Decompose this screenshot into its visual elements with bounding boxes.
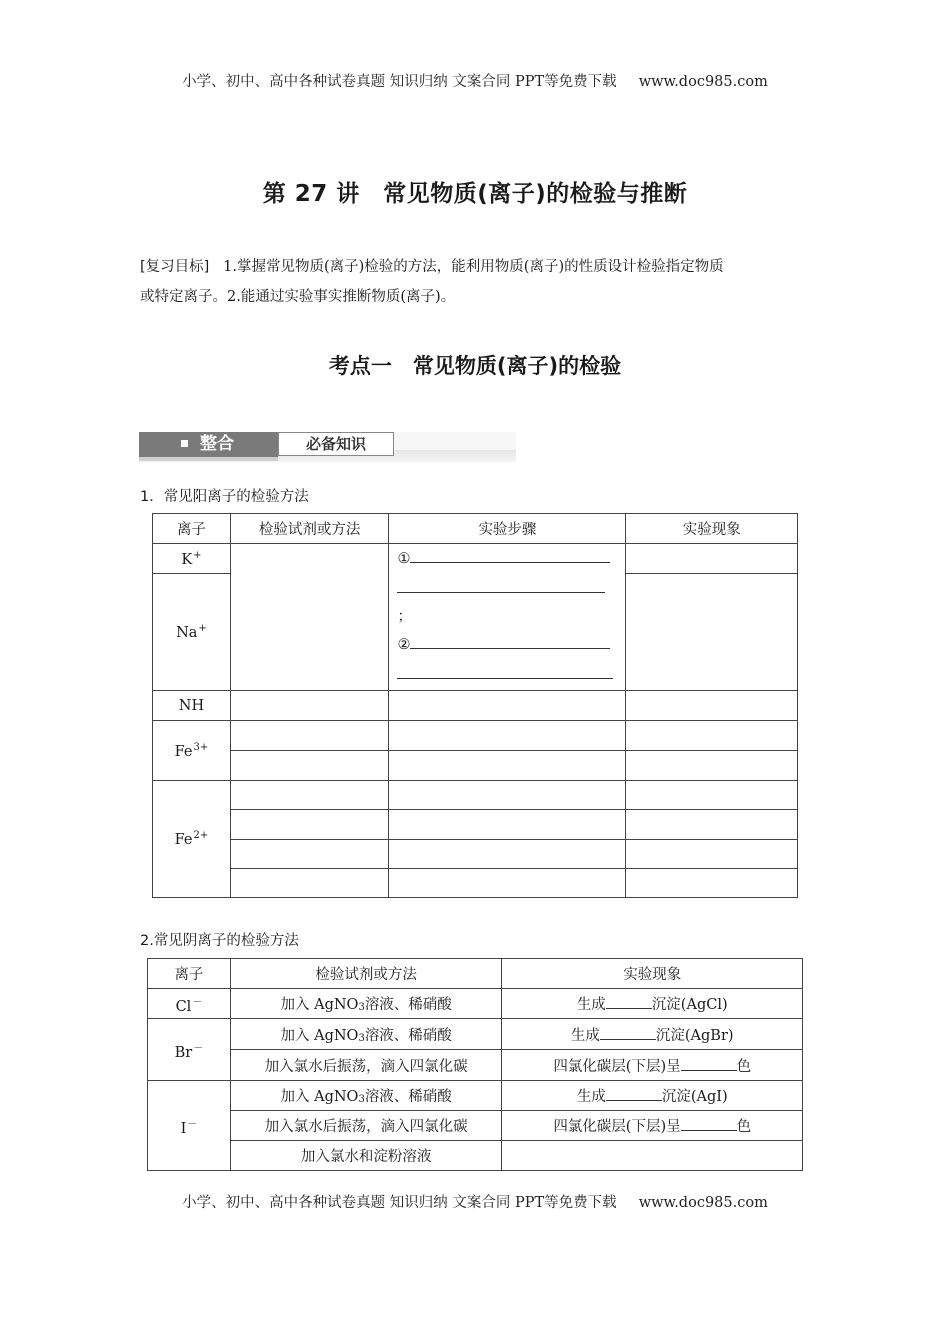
header-banner-text: 小学、初中、高中各种试卷真题 知识归纳 文案合同 PPT等免费下载 (182, 74, 617, 90)
blank-line[interactable] (397, 578, 605, 593)
table-row (153, 721, 798, 751)
page-title: 第 27 讲 常见物质(离子)的检验与推断 (262, 181, 688, 207)
step-marker-2: ② (397, 637, 411, 653)
header-phenomenon: 实验现象 (502, 959, 803, 989)
ion-br: Br－ (148, 1019, 231, 1081)
table-row (153, 869, 798, 898)
method-cell[interactable] (230, 869, 389, 898)
phenomenon-cell[interactable] (626, 721, 798, 751)
strip-underbar (139, 457, 278, 461)
blank-fill[interactable] (606, 1085, 662, 1101)
ion-fe2: $Fe^{2+}$ (153, 781, 231, 898)
method-cell: 加入 AgNO$_3$溶液、稀硝酸 (230, 989, 502, 1019)
review-goals-line1: 1.掌握常见物质(离子)检验的方法，能利用物质(离子)的性质设计检验指定物质 (223, 259, 724, 275)
steps-cell[interactable] (389, 781, 626, 810)
header-banner (0, 70, 950, 91)
footer-banner-text: 小学、初中、高中各种试卷真题 知识归纳 文案合同 PPT等免费下载 (182, 1195, 617, 1211)
method-cell[interactable] (230, 810, 389, 840)
steps-cell[interactable] (389, 691, 626, 721)
phenomenon-cell[interactable] (626, 840, 798, 869)
step-marker-1: ① (397, 551, 411, 567)
strip-dark-label: 整合 (200, 434, 234, 454)
blank-line[interactable] (397, 664, 613, 679)
phenomenon-cell[interactable] (626, 751, 798, 781)
phenomenon-cell: 四氯化碳层(下层)呈 色 (502, 1050, 803, 1081)
step-separator: ； (397, 609, 412, 625)
method-cell: 加入 AgNO$_3$溶液、稀硝酸 (230, 1081, 502, 1111)
table-row (148, 1081, 803, 1111)
table-row (153, 840, 798, 869)
ion-na: Na+ (153, 574, 231, 691)
blank-fill[interactable] (681, 1115, 737, 1131)
header-phenomenon: 实验现象 (626, 514, 798, 544)
table-header-row (148, 959, 803, 989)
footer-banner (0, 1191, 950, 1212)
method-cell[interactable] (230, 691, 389, 721)
blank-fill[interactable] (681, 1055, 737, 1071)
ion-nh: NH (153, 691, 231, 721)
method-cell[interactable] (230, 840, 389, 869)
phenomenon-cell[interactable] (626, 869, 798, 898)
blank-line[interactable] (410, 548, 610, 563)
review-goals-line2: 或特定离子。2.能通过实验事实推断物质(离子)。 (140, 289, 456, 305)
ion-i: I－ (148, 1081, 231, 1171)
table-header-row (153, 514, 798, 544)
table-row (148, 1019, 803, 1050)
strip-light-tab: 必备知识 (278, 432, 394, 456)
method-cell[interactable] (230, 781, 389, 810)
anion-heading: 2.常见阴离子的检验方法 (140, 933, 299, 949)
steps-cell[interactable] (389, 721, 626, 751)
blank-fill[interactable] (600, 1024, 656, 1040)
phenomenon-cell-na[interactable] (626, 574, 798, 691)
steps-cell[interactable] (389, 751, 626, 781)
table-row (148, 1111, 803, 1141)
method-cell: 加入氯水后振荡，滴入四氯化碳 (230, 1050, 502, 1081)
phenomenon-cell: 四氯化碳层(下层)呈 色 (502, 1111, 803, 1141)
strip-dark-tab (139, 432, 278, 457)
ion-cl: Cl－ (148, 989, 231, 1019)
method-cell: 加入 AgNO$_3$溶液、稀硝酸 (230, 1019, 502, 1050)
anion-table (147, 958, 803, 1171)
phenomenon-cell: 生成 沉淀(AgI) (502, 1081, 803, 1111)
header-steps: 实验步骤 (389, 514, 626, 544)
method-cell-k-na[interactable] (230, 544, 389, 691)
phenomenon-cell: 生成 沉淀(AgCl) (502, 989, 803, 1019)
header-method: 检验试剂或方法 (230, 514, 389, 544)
square-bullet-icon (181, 440, 188, 447)
phenomenon-cell: 生成 沉淀(AgBr) (502, 1019, 803, 1050)
phenomenon-cell-k[interactable] (626, 544, 798, 574)
steps-cell-k-na[interactable] (389, 544, 626, 691)
table-row (153, 781, 798, 810)
header-banner-url[interactable]: www.doc985.com (638, 74, 768, 90)
phenomenon-cell[interactable] (626, 781, 798, 810)
knowledge-strip (139, 432, 516, 463)
review-goals (140, 252, 812, 312)
header-method: 检验试剂或方法 (230, 959, 502, 989)
table-row (148, 989, 803, 1019)
phenomenon-cell[interactable] (502, 1141, 803, 1171)
cation-table (152, 513, 798, 898)
steps-cell[interactable] (389, 810, 626, 840)
table-row (153, 691, 798, 721)
blank-fill[interactable] (606, 993, 652, 1009)
section-heading: 考点一 常见物质(离子)的检验 (328, 354, 622, 378)
table-row (148, 1050, 803, 1081)
method-cell: 加入氯水和淀粉溶液 (230, 1141, 502, 1171)
ion-k: K+ (153, 544, 231, 574)
method-cell: 加入氯水后振荡，滴入四氯化碳 (230, 1111, 502, 1141)
steps-cell[interactable] (389, 840, 626, 869)
steps-cell[interactable] (389, 869, 626, 898)
footer-banner-url[interactable]: www.doc985.com (638, 1195, 768, 1211)
method-cell[interactable] (230, 721, 389, 751)
header-ion: 离子 (153, 514, 231, 544)
table-row (153, 751, 798, 781)
phenomenon-cell[interactable] (626, 810, 798, 840)
phenomenon-cell[interactable] (626, 691, 798, 721)
table-row (148, 1141, 803, 1171)
method-cell[interactable] (230, 751, 389, 781)
cation-heading: 1．常见阳离子的检验方法 (140, 489, 309, 505)
ion-fe3: $Fe^{3+}$ (153, 721, 231, 781)
review-goals-tag: [复习目标] (140, 259, 210, 275)
header-ion: 离子 (148, 959, 231, 989)
table-row (153, 810, 798, 840)
table-row (153, 544, 798, 574)
blank-line[interactable] (410, 634, 610, 649)
